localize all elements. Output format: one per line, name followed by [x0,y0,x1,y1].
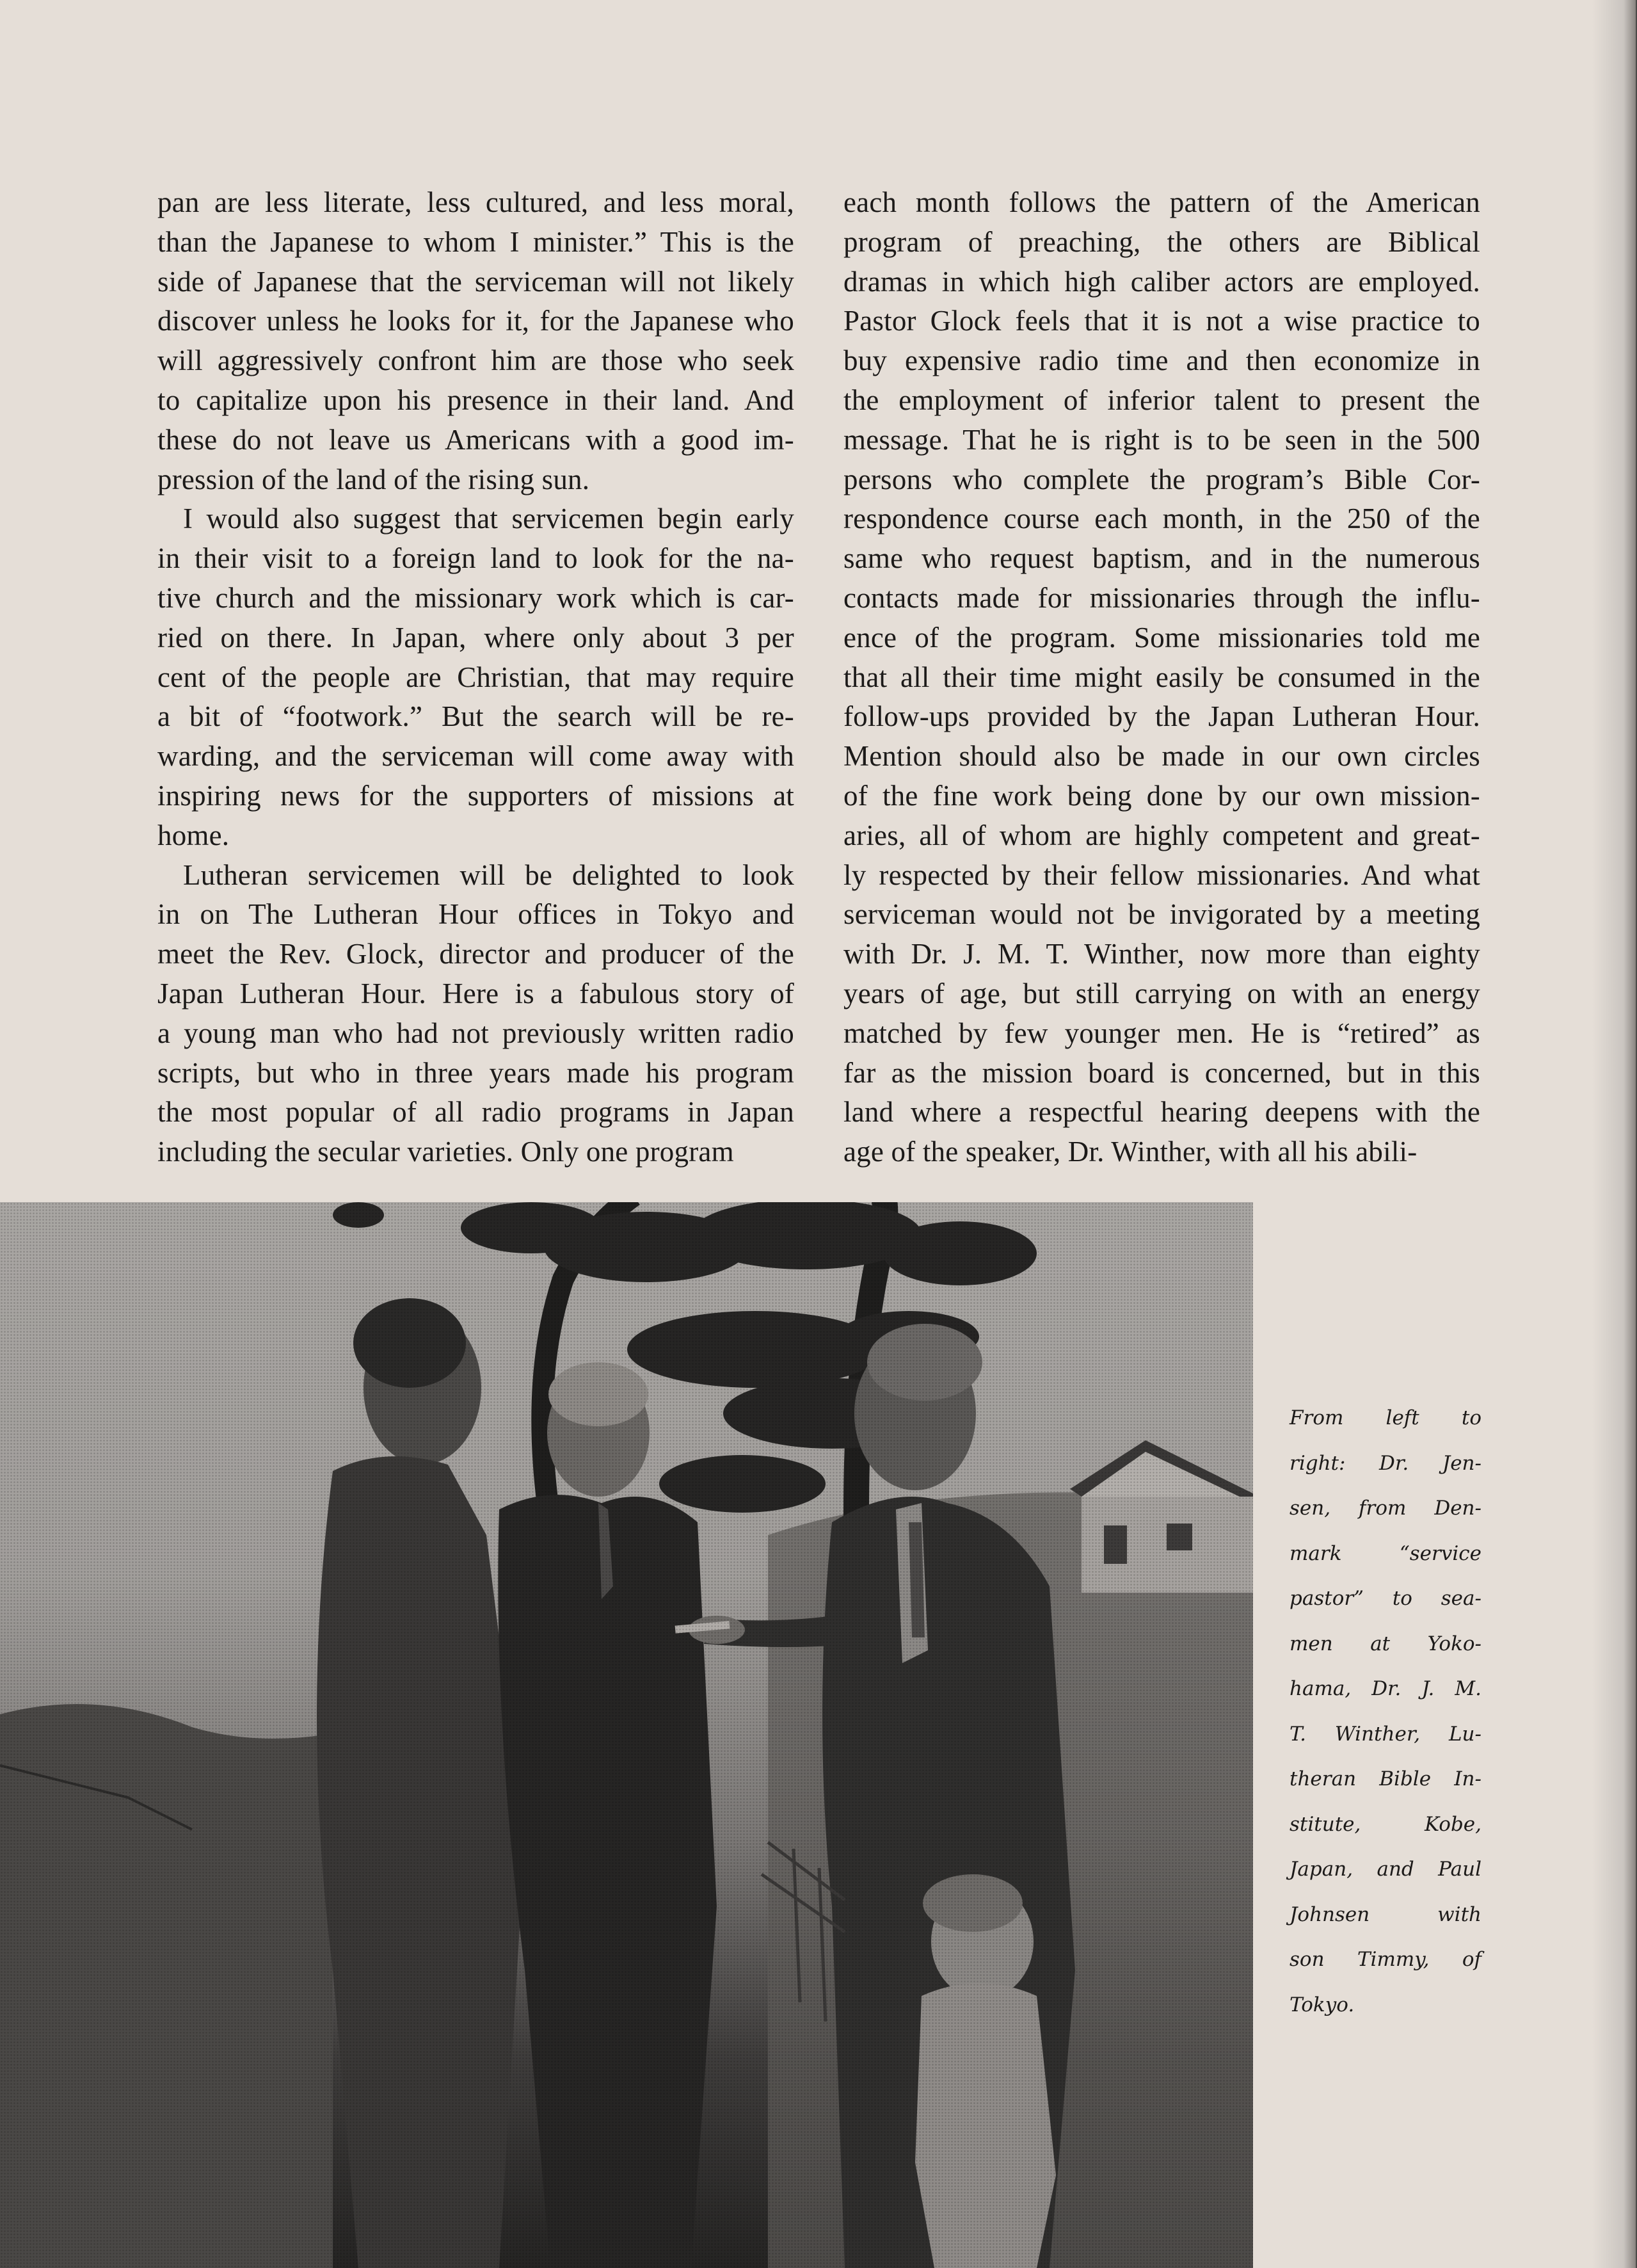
text-line: to capitalize upon his presence in their land. And [157,383,794,416]
text-line: including the secular varieties. Only one program [157,1136,734,1168]
article-column-right [843,183,1480,1172]
photo-scene-illustration [0,1202,1253,2268]
caption-line: men at Yoko- [1290,1632,1481,1655]
text-line: ried on there. In Japan, where only about 3 per [157,621,794,654]
text-line: buy expensive radio time and then economize in [843,344,1480,377]
text-line: contacts made for missionaries through the influ- [843,581,1480,614]
caption-line: pastor” to sea- [1290,1587,1481,1610]
caption-line: From left to [1290,1406,1481,1429]
text-line: ly respected by their fellow missionaries. And what [843,858,1480,891]
text-line: tive church and the missionary work which is car- [157,581,794,614]
text-line: cent of the people are Christian, that may require [157,661,794,693]
text-line: pression of the land of the rising sun. [157,463,590,495]
caption-line: Japan, and Paul [1290,1858,1481,1881]
caption-line: mark “service [1290,1541,1481,1565]
text-line: program of preaching, the others are Biblical [843,225,1480,258]
article-column-left [157,183,794,1172]
caption-line: hama, Dr. J. M. [1290,1677,1481,1700]
text-line: message. That he is right is to be seen in the 500 [843,423,1480,456]
text-line: these do not leave us Americans with a good im- [157,423,794,456]
caption-line: son Timmy, of [1290,1948,1481,1971]
text-line: Mention should also be made in our own circles [843,740,1480,773]
text-line: home. [157,819,230,851]
text-line: in on The Lutheran Hour offices in Tokyo and [157,898,794,931]
text-line: warding, and the serviceman will come away with [157,740,794,773]
text-line: dramas in which high caliber actors are employed. [843,265,1480,298]
text-line: the employment of inferior talent to present the [843,383,1480,416]
house-in-background [1070,1440,1253,1593]
text-line: ence of the program. Some missionaries told me [843,621,1480,654]
photograph [0,1202,1253,2268]
text-line: matched by few younger men. He is “retired” as [843,1017,1480,1049]
text-line: a bit of “footwork.” But the search will be re- [157,700,794,733]
text-line: a young man who had not previously written radio [157,1017,794,1049]
caption-line: T. Winther, Lu- [1290,1722,1481,1746]
text-line: will aggressively confront him are those who seek [157,344,794,377]
text-line: discover unless he looks for it, for the Japanese who [157,305,794,337]
caption-line: sen, from Den- [1290,1497,1481,1520]
text-line: pan are less literate, less cultured, and less moral, [157,186,794,218]
text-line: years of age, but still carrying on with an energy [843,977,1480,1009]
text-line: respondence course each month, in the 250 of the [843,503,1480,535]
text-line: side of Japanese that the serviceman will not likely [157,265,794,298]
text-line: meet the Rev. Glock, director and producer of the [157,938,794,970]
text-line: of the fine work being done by our own mission- [843,779,1480,812]
text-line: the most popular of all radio programs in Japan [157,1096,794,1129]
text-line: persons who complete the program’s Bible Cor- [843,463,1480,495]
caption-line: right: Dr. Jen- [1290,1451,1481,1475]
page-binding-shadow [1592,0,1637,2268]
text-line: in their visit to a foreign land to look for the na- [157,542,794,575]
caption-line: Johnsen with [1290,1902,1481,1926]
text-line: far as the mission board is concerned, but in this [843,1056,1480,1089]
text-line: that all their time might easily be consumed in the [843,661,1480,693]
caption-line: Tokyo. [1290,1993,1355,2016]
text-line: than the Japanese to whom I minister.” This is the [157,225,794,258]
caption-line: theran Bible In- [1290,1767,1481,1790]
text-line: each month follows the pattern of the American [843,186,1480,218]
text-line: Lutheran servicemen will be delighted to look [183,858,794,891]
text-line: I would also suggest that servicemen begin early [183,503,794,535]
text-line: inspiring news for the supporters of missions at [157,779,794,812]
text-line: Pastor Glock feels that it is not a wise practice to [843,305,1480,337]
photo-caption [1290,1395,1481,2027]
text-line: age of the speaker, Dr. Winther, with all his abili- [843,1136,1417,1168]
text-line: aries, all of whom are highly competent and great- [843,819,1480,851]
text-line: with Dr. J. M. T. Winther, now more than eighty [843,938,1480,970]
text-line: same who request baptism, and in the numerous [843,542,1480,575]
text-line: serviceman would not be invigorated by a meeting [843,898,1480,931]
text-line: Japan Lutheran Hour. Here is a fabulous story of [157,977,794,1009]
text-line: land where a respectful hearing deepens with the [843,1096,1480,1129]
caption-line: stitute, Kobe, [1290,1812,1481,1836]
text-line: follow-ups provided by the Japan Lutheran Hour. [843,700,1480,733]
text-line: scripts, but who in three years made his program [157,1056,794,1089]
